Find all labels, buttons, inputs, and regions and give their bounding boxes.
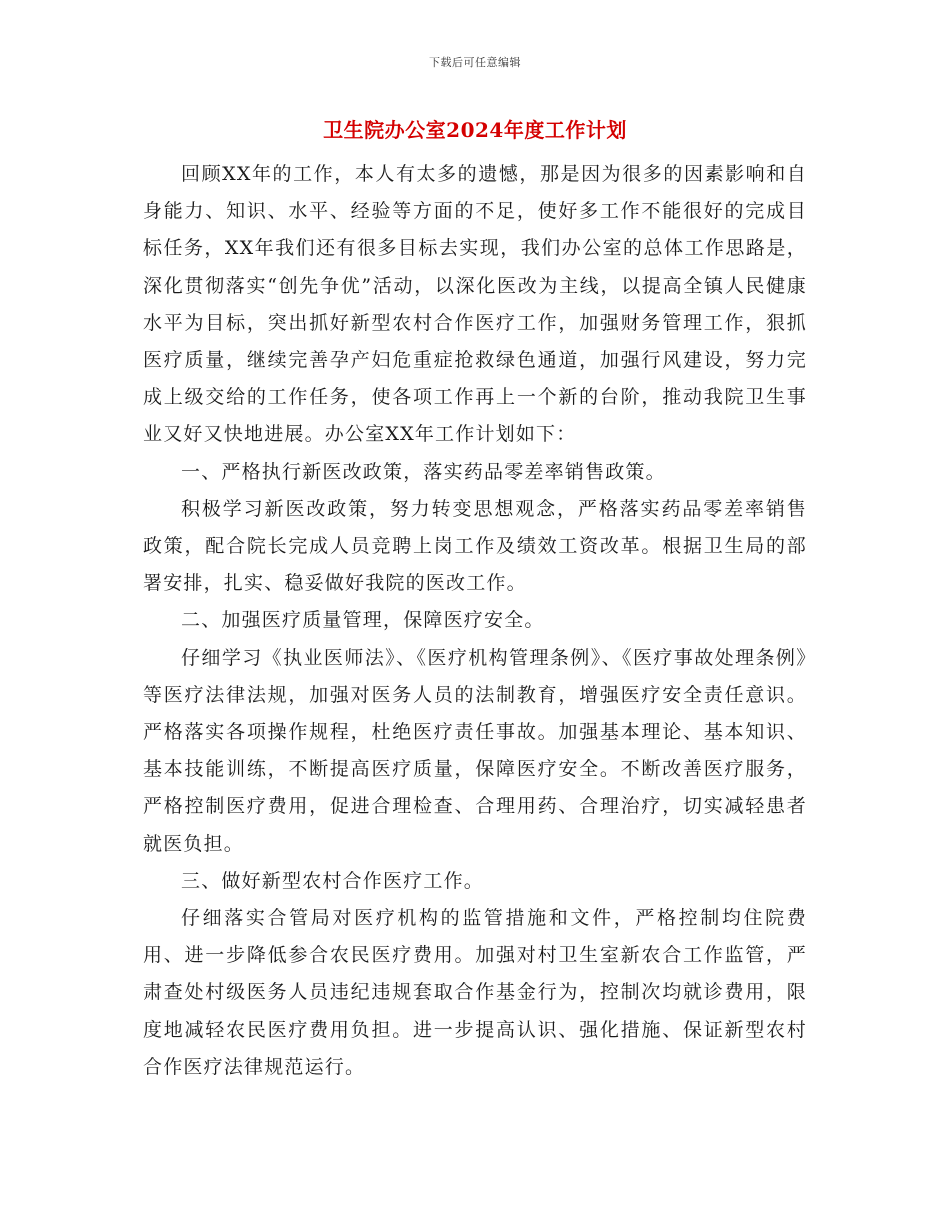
paragraph-section-3: 仔细落实合管局对医疗机构的监管措施和文件，严格控制均住院费用、进一步降低参合农民医疗费用。加强对村卫生室新农合工作监管，严肃查处村级医务人员违纪违规套取合作基金行为，控制次均就诊费用，限度地减轻农民医疗费用负担。进一步提高认识、强化措施、保证新型农村合作医疗法律规范运行。 bbox=[143, 907, 807, 1078]
section-heading-1: 一、严格执行新医改政策，落实药品零差率销售政策。 bbox=[181, 460, 666, 483]
paragraph-section-1: 积极学习新医改政策，努力转变思想观念，严格落实药品零差率销售政策，配合院长完成人员竞聘上岗工作及绩效工资改革。根据卫生局的部署安排，扎实、稳妥做好我院的医改工作。 bbox=[143, 497, 807, 595]
document-body bbox=[143, 156, 807, 1086]
document-title: 卫生院办公室2024年度工作计划 bbox=[323, 118, 627, 142]
paragraph-intro: 回顾XX年的工作，本人有太多的遗憾，那是因为很多的因素影响和自身能力、知识、水平、经验等方面的不足，使好多工作不能很好的完成目标任务，XX年我们还有很多目标去实现，我们办公室的总体工作思路是，深化贯彻落实“创先争优”活动，以深化医改为主线，以提高全镇人民健康水平为目标，突出抓好新型农村合作医疗工作，加强财务管理工作，狠抓医疗质量，继续完善孕产妇危重症抢救绿色通道，加强行风建设，努力完成上级交给的工作任务，使各项工作再上一个新的台阶，推动我院卫生事业又好又快地进展。办公室XX年工作计划如下： bbox=[143, 163, 807, 446]
header-note: 下载后可任意编辑 bbox=[429, 56, 521, 69]
section-heading-2: 二、加强医疗质量管理，保障医疗安全。 bbox=[181, 609, 545, 632]
section-heading-3: 三、做好新型农村合作医疗工作。 bbox=[181, 869, 485, 892]
paragraph-section-2: 仔细学习《执业医师法》、《医疗机构管理条例》、《医疗事故处理条例》等医疗法律法规，加强对医务人员的法制教育，增强医疗安全责任意识。严格落实各项操作规程，杜绝医疗责任事故。加强基本理论、基本知识、基本技能训练，不断提高医疗质量，保障医疗安全。不断改善医疗服务，严格控制医疗费用，促进合理检查、合理用药、合理治疗，切实减轻患者就医负担。 bbox=[143, 646, 807, 855]
